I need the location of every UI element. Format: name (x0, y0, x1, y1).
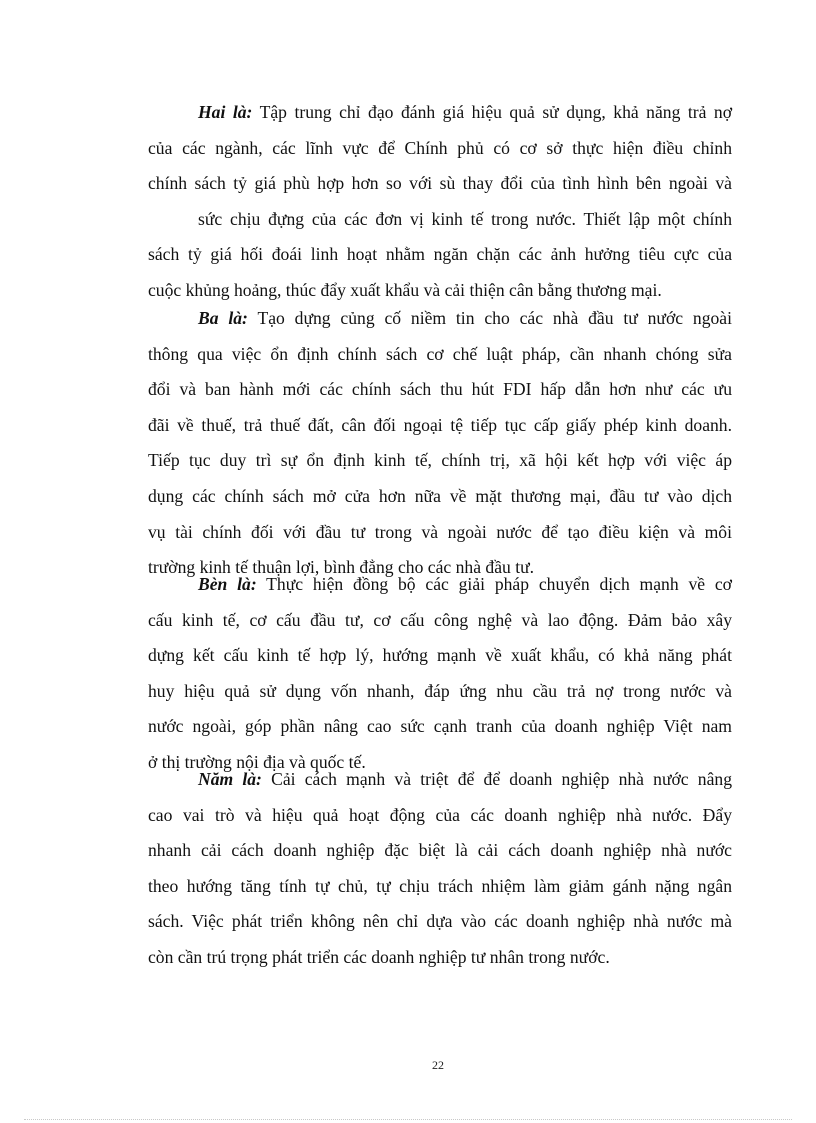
paragraph-line: theo hướng tăng tính tự chủ, tự chịu trách nhiệm làm giảm gánh nặng ngân (148, 875, 732, 896)
paragraph-line: sách tỷ giá hối đoái linh hoạt nhằm ngăn chặn các ảnh hưởng tiêu cực của (148, 244, 732, 265)
paragraph-text: Cải cách mạnh và triệt để để doanh nghiệp nhà nước nâng (261, 769, 732, 789)
paragraph-line: dựng kết cấu kinh tế hợp lý, hướng mạnh về xuất khẩu, có khả năng phát (148, 645, 732, 666)
paragraph-line: thông qua việc ổn định chính sách cơ chế luật pháp, cần nhanh chóng sửa (148, 343, 732, 364)
paragraph-nam-la (148, 762, 732, 976)
page-bottom-divider (24, 1119, 792, 1120)
paragraph-line: đổi và ban hành mới các chính sách thu hút FDI hấp dẫn hơn như các ưu (148, 379, 732, 400)
paragraph-line: sách. Việc phát triển không nên chỉ dựa vào các doanh nghiệp nhà nước mà (148, 911, 732, 932)
paragraph-line (148, 301, 732, 337)
paragraph-line: vụ tài chính đối với đầu tư trong và ngoài nước để tạo điều kiện và môi (148, 521, 732, 542)
paragraph-line: dụng các chính sách mở cửa hơn nữa về mặt thương mại, đầu tư vào dịch (148, 485, 732, 506)
paragraph-line: cuộc khủng hoảng, thúc đẩy xuất khẩu và cải thiện cân bằng thương mại. (148, 279, 662, 300)
paragraph-lead: Ba là: (198, 308, 248, 328)
page-number: 22 (432, 1058, 444, 1072)
paragraph-line: cấu kinh tế, cơ cấu đầu tư, cơ cấu công nghệ và lao động. Đảm bảo xây (148, 609, 732, 630)
paragraph-line: trường kinh tế thuận lợi, bình đẳng cho các nhà đầu tư. (148, 557, 535, 578)
paragraph-line (148, 95, 732, 131)
paragraph-text: Tạo dựng củng cố niềm tin cho các nhà đầu tư nước ngoài (247, 308, 732, 328)
paragraph-line: sức chịu đựng của các đơn vị kinh tế trong nước. Thiết lập một chính (198, 208, 732, 229)
paragraph-line: nhanh cải cách doanh nghiệp đặc biệt là cải cách doanh nghiệp nhà nước (148, 840, 732, 861)
paragraph-line: của các ngành, các lĩnh vực để Chính phủ có cơ sở thực hiện điều chỉnh (148, 137, 732, 158)
paragraph-line: còn cần trú trọng phát triển các doanh nghiệp tư nhân trong nước. (148, 946, 610, 967)
paragraph-line (148, 567, 732, 603)
paragraph-ba-la (148, 301, 732, 586)
paragraph-line (148, 762, 732, 798)
paragraph-bon-la (148, 567, 732, 781)
paragraph-lead: Năm là: (198, 769, 262, 789)
paragraph-line: đãi về thuế, trả thuế đất, cân đối ngoại tệ tiếp tục cấp giấy phép kinh doanh. (148, 414, 732, 435)
paragraph-line: ở thị trường nội địa và quốc tế. (148, 751, 366, 772)
paragraph-lead: Bèn là: (198, 574, 257, 594)
paragraph-text: Thực hiện đồng bộ các giải pháp chuyển dịch mạnh về cơ (256, 574, 732, 594)
paragraph-line: nước ngoài, góp phần nâng cao sức cạnh tranh của doanh nghiệp Việt nam (148, 716, 732, 737)
paragraph-hai-la (148, 95, 732, 309)
paragraph-text: Tập trung chỉ đạo đánh giá hiệu quả sử dụng, khả năng trả nợ (252, 102, 733, 122)
paragraph-line: chính sách tỷ giá phù hợp hơn so với sù thay đổi của tình hình bên ngoài và (148, 173, 732, 194)
paragraph-lead: Hai là: (198, 102, 253, 122)
paragraph-line: Tiếp tục duy trì sự ổn định kinh tế, chính trị, xã hội kết hợp với việc áp (148, 450, 732, 471)
paragraph-line: cao vai trò và hiệu quả hoạt động của các doanh nghiệp nhà nước. Đẩy (148, 804, 732, 825)
paragraph-line: huy hiệu quả sử dụng vốn nhanh, đáp ứng nhu cầu trả nợ trong nước và (148, 680, 732, 701)
